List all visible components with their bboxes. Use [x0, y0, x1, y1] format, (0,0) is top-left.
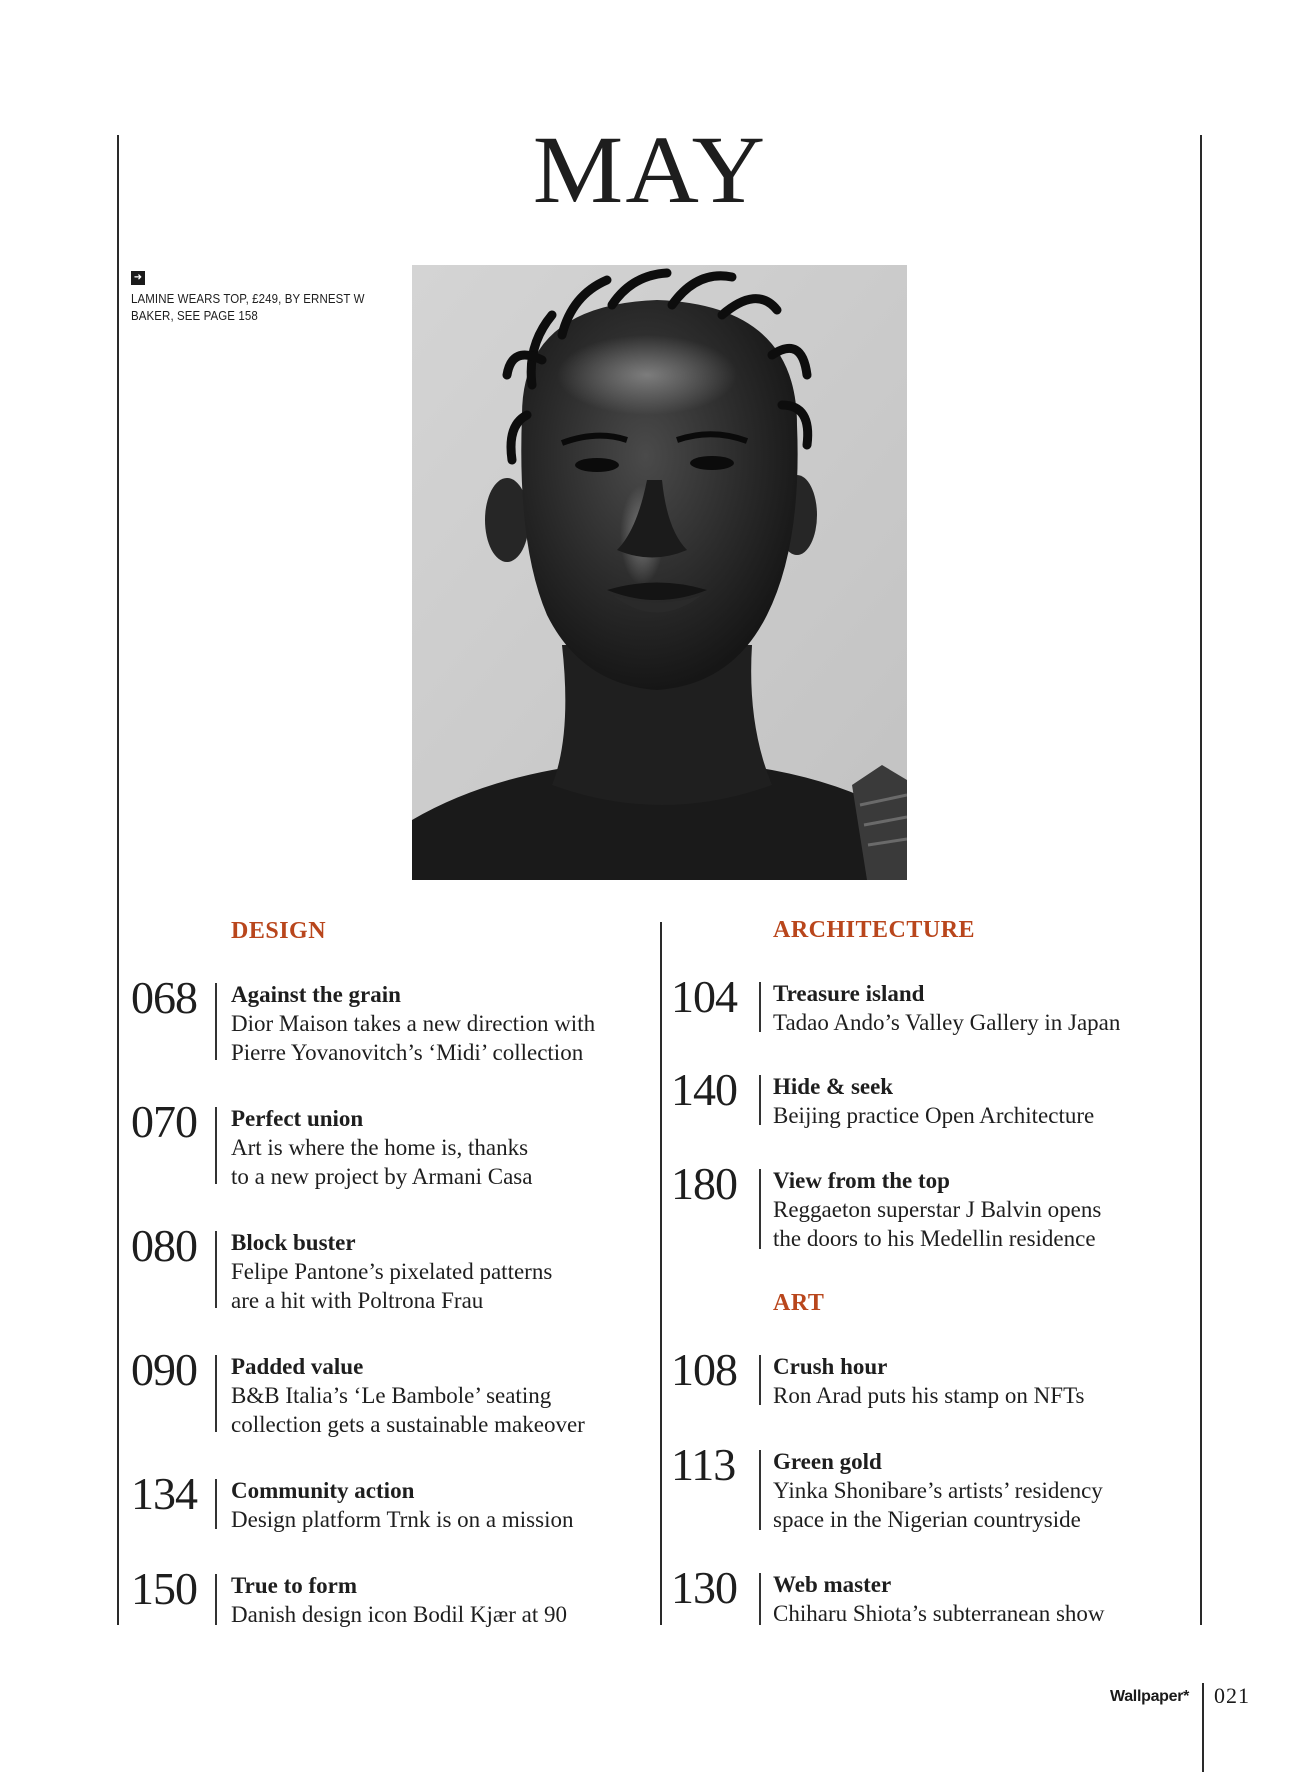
entry-page-number: 104 — [671, 971, 737, 1022]
entry-description-line: Art is where the home is, thanks — [231, 1135, 529, 1160]
entry-rule — [759, 982, 761, 1032]
entry-headline: View from the top — [773, 1168, 950, 1193]
entry-headline: True to form — [231, 1573, 358, 1598]
entry-page-number: 068 — [131, 972, 197, 1023]
entry-text — [231, 1476, 573, 1534]
entry-description-line: Danish design icon Bodil Kjær at 90 — [231, 1602, 568, 1627]
entry-page-number: 090 — [131, 1344, 197, 1395]
entry-description-line: Reggaeton superstar J Balvin opens — [773, 1197, 1102, 1222]
left-margin-rule — [117, 135, 119, 1625]
entry-headline: Green gold — [773, 1449, 882, 1474]
entry-description-line: are a hit with Poltrona Frau — [231, 1288, 484, 1313]
entry-text — [773, 1166, 1101, 1253]
entry-page-number: 130 — [671, 1562, 737, 1613]
entry-description-line: Felipe Pantone’s pixelated patterns — [231, 1259, 553, 1284]
entry-text — [231, 1352, 585, 1439]
entry-description-line: to a new project by Armani Casa — [231, 1164, 533, 1189]
cover-portrait-photo — [412, 265, 907, 880]
entry-rule — [759, 1573, 761, 1625]
entry-description-line: Ron Arad puts his stamp on NFTs — [773, 1383, 1085, 1408]
section-title-design: DESIGN — [231, 918, 327, 944]
entry-description-line: Dior Maison takes a new direction with — [231, 1011, 596, 1036]
entry-rule — [759, 1450, 761, 1530]
entry-headline: Hide & seek — [773, 1074, 894, 1099]
entry-description-line: collection gets a sustainable makeover — [231, 1412, 585, 1437]
entry-page-number: 080 — [131, 1220, 197, 1271]
entry-page-number: 140 — [671, 1064, 737, 1115]
entry-headline: Perfect union — [231, 1106, 364, 1131]
page-number: 021 — [1214, 1683, 1250, 1708]
entry-text — [231, 1228, 552, 1315]
entry-text — [773, 1570, 1105, 1628]
entry-headline: Treasure island — [773, 981, 925, 1006]
section-title-art: ART — [773, 1290, 825, 1316]
entry-page-number: 108 — [671, 1344, 737, 1395]
entry-headline: Padded value — [231, 1354, 364, 1379]
entry-rule — [215, 1479, 217, 1529]
section-title-architecture: ARCHITECTURE — [773, 917, 976, 943]
entry-description-line: Beijing practice Open Architecture — [773, 1103, 1095, 1128]
entry-rule — [215, 1574, 217, 1625]
entry-page-number: 070 — [131, 1096, 197, 1147]
entry-description-line: the doors to his Medellin residence — [773, 1226, 1096, 1251]
entry-text — [773, 1447, 1103, 1534]
entry-headline: Community action — [231, 1478, 415, 1503]
right-margin-rule — [1200, 135, 1202, 1625]
entry-headline: Web master — [773, 1572, 892, 1597]
entry-headline: Block buster — [231, 1230, 356, 1255]
entry-rule — [759, 1169, 761, 1249]
entry-description-line: Design platform Trnk is on a mission — [231, 1507, 574, 1532]
entry-page-number: 180 — [671, 1158, 737, 1209]
entry-text — [773, 1352, 1084, 1410]
entry-text — [231, 980, 595, 1067]
entry-page-number: 150 — [131, 1563, 197, 1614]
entry-page-number: 134 — [131, 1468, 197, 1519]
entry-text — [231, 1571, 567, 1629]
entry-text — [231, 1104, 532, 1191]
arrow-right-icon: ➜ — [131, 271, 145, 285]
entry-rule — [215, 983, 217, 1060]
entry-page-number: 113 — [671, 1439, 736, 1490]
entry-rule — [215, 1107, 217, 1184]
entry-description-line: Yinka Shonibare’s artists’ residency — [773, 1478, 1103, 1503]
entry-rule — [759, 1355, 761, 1405]
photo-caption-text: LAMINE WEARS TOP, £249, BY ERNEST W BAKER, SEE PAGE 158 — [131, 292, 365, 323]
entry-headline: Against the grain — [231, 982, 401, 1007]
page-title: MAY — [532, 116, 768, 223]
entry-rule — [215, 1355, 217, 1432]
entry-description-line: B&B Italia’s ‘Le Bambole’ seating — [231, 1383, 552, 1408]
entry-description-line: Pierre Yovanovitch’s ‘Midi’ collection — [231, 1040, 584, 1065]
photo-caption — [131, 265, 371, 325]
entry-description-line: Tadao Ando’s Valley Gallery in Japan — [773, 1010, 1121, 1035]
entry-rule — [215, 1231, 217, 1308]
entry-rule — [759, 1075, 761, 1125]
entry-text — [773, 1072, 1094, 1130]
entry-description-line: Chiharu Shiota’s subterranean show — [773, 1601, 1105, 1626]
entry-description-line: space in the Nigerian countryside — [773, 1507, 1081, 1532]
folio-divider-rule — [1202, 1683, 1204, 1772]
entry-text — [773, 979, 1120, 1037]
magazine-brand: Wallpaper* — [1110, 1688, 1190, 1705]
entry-headline: Crush hour — [773, 1354, 888, 1379]
column-divider-rule — [660, 922, 662, 1625]
